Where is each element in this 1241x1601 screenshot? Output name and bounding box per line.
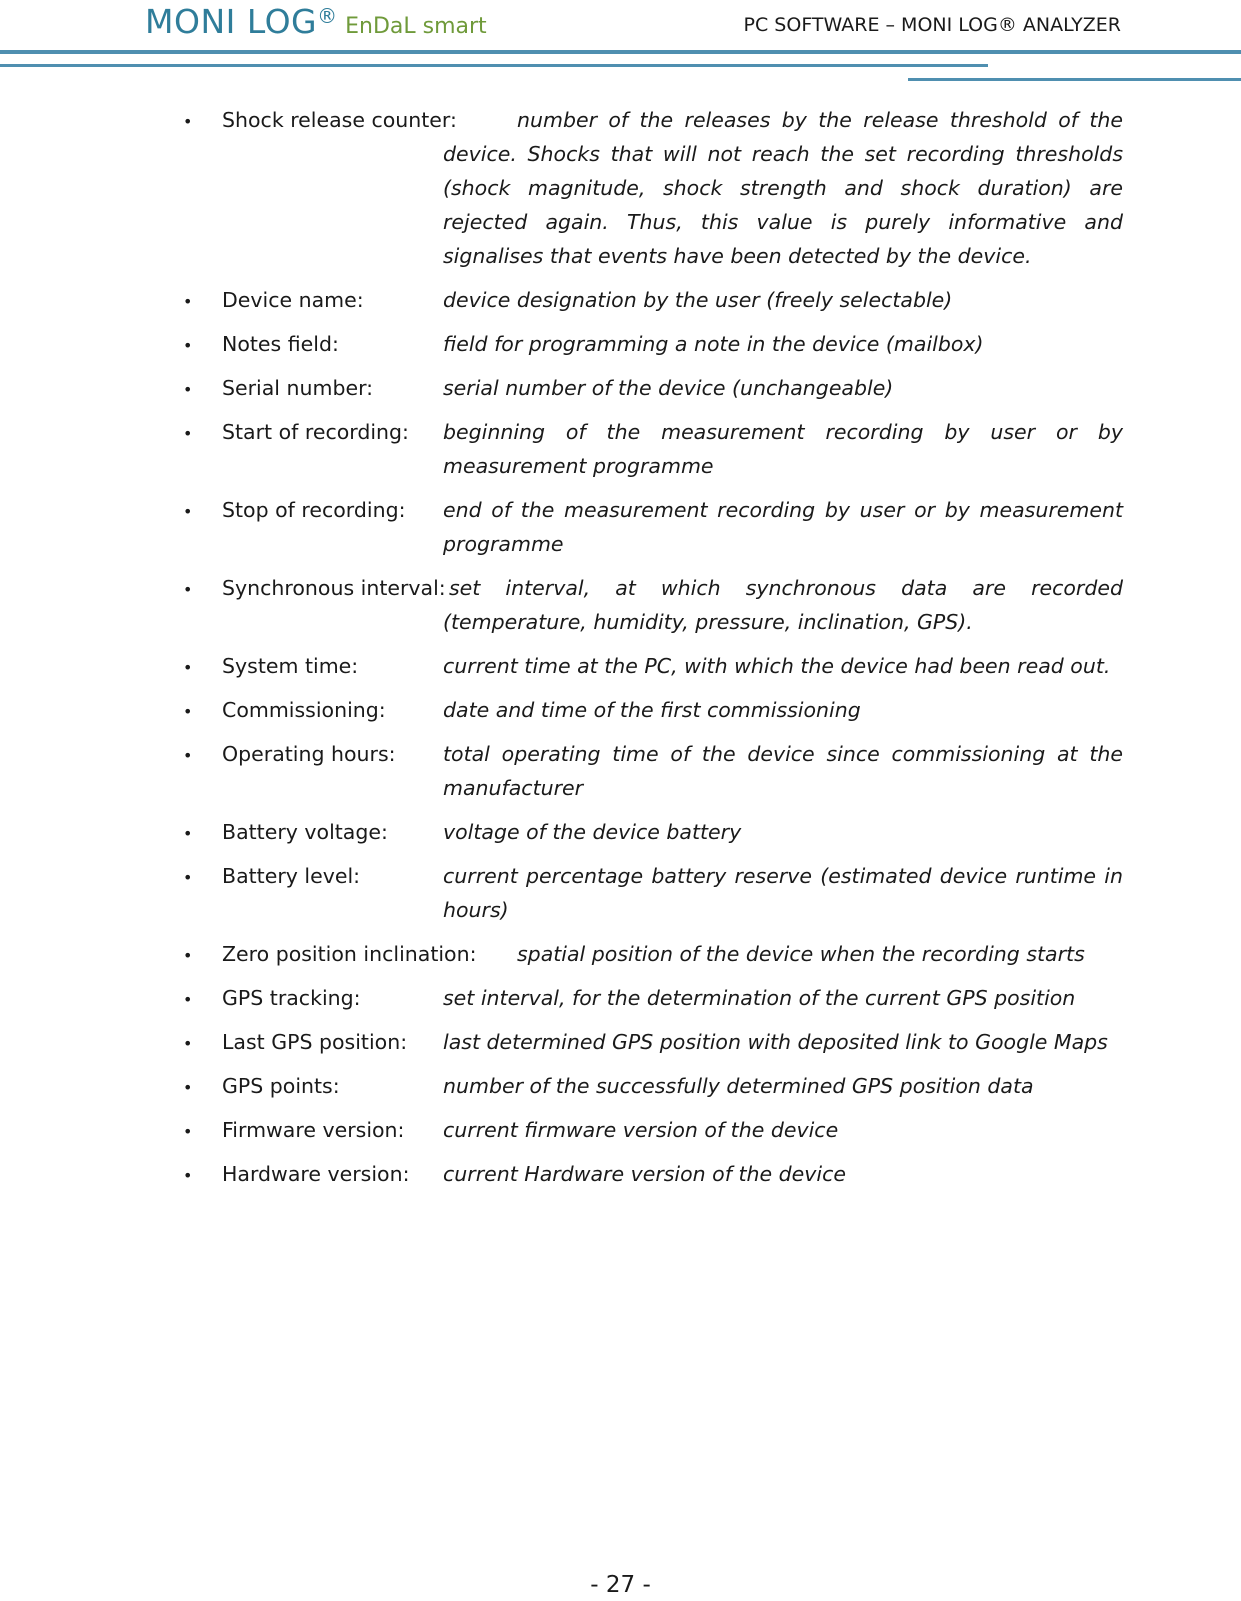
item-term: Stop of recording: bbox=[222, 498, 406, 522]
item-description: number of the successfully determined GPS position data bbox=[443, 1074, 1034, 1098]
bullet-icon: • bbox=[183, 702, 193, 721]
bullet-icon: • bbox=[183, 336, 193, 355]
list-item bbox=[175, 981, 1123, 1015]
item-description: set interval, at which synchronous data are recorded (temperature, humidity, pressure, inclination, GPS). bbox=[443, 576, 1123, 634]
header-rule-middle bbox=[0, 64, 988, 67]
list-item bbox=[175, 283, 1123, 317]
brand-product: EnDaL smart bbox=[345, 14, 487, 39]
item-term: Zero position inclination: bbox=[222, 942, 477, 966]
item-term: System time: bbox=[222, 654, 359, 678]
bullet-icon: • bbox=[183, 658, 193, 677]
item-description: total operating time of the device since commissioning at the manufacturer bbox=[443, 742, 1123, 800]
item-description: set interval, for the determination of the current GPS position bbox=[443, 986, 1076, 1010]
bullet-icon: • bbox=[183, 1122, 193, 1141]
item-description: current Hardware version of the device bbox=[443, 1162, 846, 1186]
bullet-icon: • bbox=[183, 1078, 193, 1097]
page-number: - 27 - bbox=[590, 1572, 651, 1598]
item-term: Serial number: bbox=[222, 376, 374, 400]
list-item bbox=[175, 493, 1123, 561]
item-description: voltage of the device battery bbox=[443, 820, 742, 844]
list-item bbox=[175, 1157, 1123, 1191]
item-term: Battery voltage: bbox=[222, 820, 388, 844]
definition-list bbox=[175, 103, 1123, 1201]
list-item bbox=[175, 1069, 1123, 1103]
item-description: last determined GPS position with deposited link to Google Maps bbox=[443, 1030, 1108, 1054]
item-description: current percentage battery reserve (estimated device runtime in hours) bbox=[443, 864, 1123, 922]
item-term: Firmware version: bbox=[222, 1118, 405, 1142]
brand-name: MONI LOG bbox=[145, 2, 318, 41]
bullet-icon: • bbox=[183, 112, 193, 131]
list-item bbox=[175, 1113, 1123, 1147]
item-description: field for programming a note in the device (mailbox) bbox=[443, 332, 984, 356]
item-description: serial number of the device (unchangeable) bbox=[443, 376, 894, 400]
brand-registered-mark: ® bbox=[317, 3, 338, 28]
item-term: Commissioning: bbox=[222, 698, 386, 722]
bullet-icon: • bbox=[183, 824, 193, 843]
bullet-icon: • bbox=[183, 746, 193, 765]
list-item bbox=[175, 1025, 1123, 1059]
item-description: date and time of the first commissioning bbox=[443, 698, 861, 722]
list-item bbox=[175, 415, 1123, 483]
item-description: device designation by the user (freely selectable) bbox=[443, 288, 953, 312]
bullet-icon: • bbox=[183, 990, 193, 1009]
item-term: Device name: bbox=[222, 288, 364, 312]
item-term: Notes field: bbox=[222, 332, 339, 356]
header-rule-top bbox=[0, 50, 1241, 54]
item-term: Synchronous interval: bbox=[222, 576, 446, 600]
list-item bbox=[175, 859, 1123, 927]
item-term: GPS points: bbox=[222, 1074, 340, 1098]
page-header bbox=[0, 0, 1241, 90]
item-term: Start of recording: bbox=[222, 420, 409, 444]
list-item bbox=[175, 571, 1123, 639]
document-title: PC SOFTWARE – MONI LOG® ANALYZER bbox=[743, 14, 1121, 36]
bullet-icon: • bbox=[183, 868, 193, 887]
header-rule-right bbox=[908, 78, 1241, 81]
bullet-icon: • bbox=[183, 380, 193, 399]
bullet-icon: • bbox=[183, 946, 193, 965]
item-description: spatial position of the device when the recording starts bbox=[517, 942, 1085, 966]
item-term: Shock release counter: bbox=[222, 108, 457, 132]
item-term: GPS tracking: bbox=[222, 986, 361, 1010]
bullet-icon: • bbox=[183, 424, 193, 443]
item-description: current time at the PC, with which the device had been read out. bbox=[443, 654, 1111, 678]
item-term: Operating hours: bbox=[222, 742, 396, 766]
list-item bbox=[175, 937, 1123, 971]
bullet-icon: • bbox=[183, 292, 193, 311]
bullet-icon: • bbox=[183, 1034, 193, 1053]
bullet-icon: • bbox=[183, 1166, 193, 1185]
list-item bbox=[175, 649, 1123, 683]
list-item bbox=[175, 815, 1123, 849]
item-term: Battery level: bbox=[222, 864, 361, 888]
list-item bbox=[175, 327, 1123, 361]
bullet-icon: • bbox=[183, 580, 193, 599]
list-item bbox=[175, 371, 1123, 405]
item-term: Last GPS position: bbox=[222, 1030, 408, 1054]
list-item bbox=[175, 103, 1123, 273]
list-item bbox=[175, 737, 1123, 805]
item-description: number of the releases by the release threshold of the device. Shocks that will not reach the set recording thresholds (shock magnitude, shock strength and shock duration) are rejected again. Thus, this value is purely informative and signalises that events have been detected by the device. bbox=[443, 108, 1123, 268]
item-description: end of the measurement recording by user or by measurement programme bbox=[443, 498, 1123, 556]
bullet-icon: • bbox=[183, 502, 193, 521]
item-term: Hardware version: bbox=[222, 1162, 410, 1186]
list-item bbox=[175, 693, 1123, 727]
item-description: current firmware version of the device bbox=[443, 1118, 839, 1142]
item-description: beginning of the measurement recording by user or by measurement programme bbox=[443, 420, 1123, 478]
brand-logo bbox=[145, 2, 487, 41]
